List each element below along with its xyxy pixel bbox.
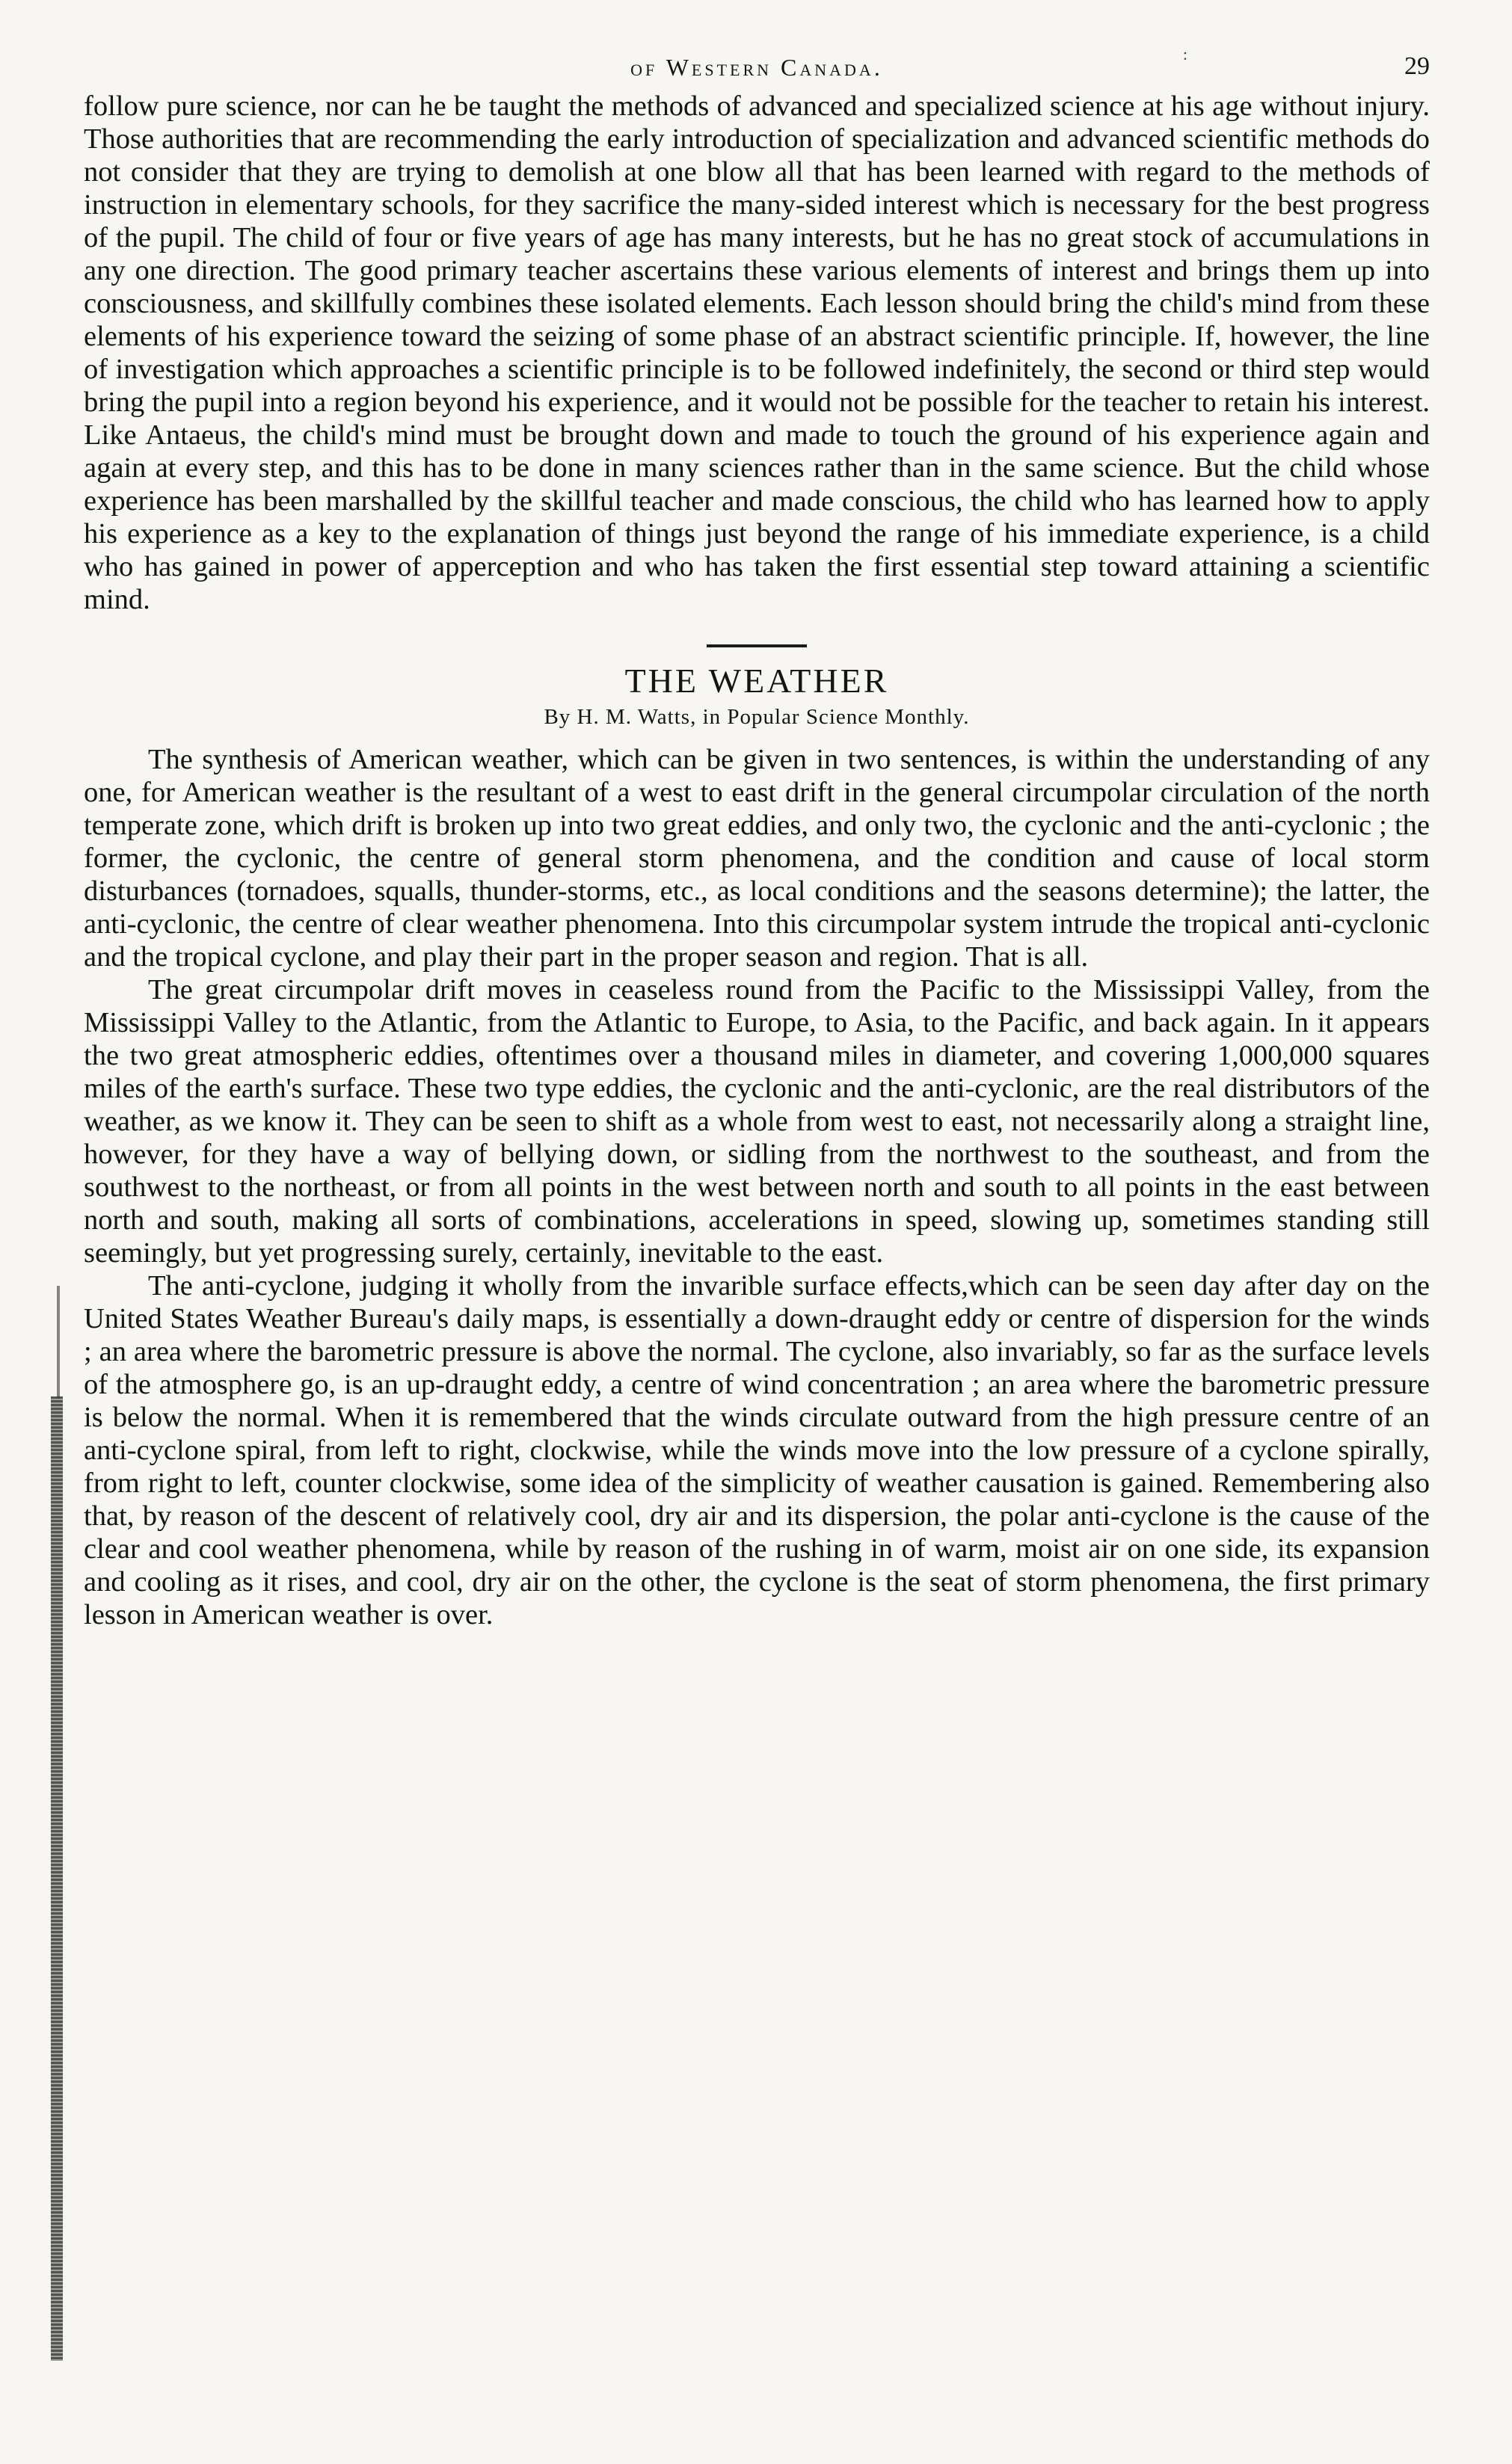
- margin-mark: :: [1182, 45, 1190, 64]
- article-paragraph: The synthesis of American weather, which can be given in two sentences, is within the understanding of any one, for American weather is the resultant of a west to east drift in the general circumpolar circulation of the north temperate zone, which drift is broken up into two great eddies, and only two, the cyclonic and the anti-cyclonic ; the former, the cyclonic, the centre of general storm phenomena, and the condition and cause of local storm disturbances (tornadoes, squalls, thunder-storms, etc., as local conditions and the seasons determine); the latter, the anti-cyclonic, the centre of clear weather phenomena. Into this circumpolar system intrude the tropical anti-cyclonic and the tropical cyclone, and play their part in the proper season and region. That is all.: [84, 744, 1430, 973]
- binding-shadow-top: [57, 1286, 60, 1398]
- article-title: THE WEATHER: [624, 662, 889, 700]
- article-paragraph: The great circumpolar drift moves in ceaseless round from the Pacific to the Mississippi Valley, from the Mississippi Valley to the Atlantic, from the Atlantic to Europe, to Asia, to the Pacific, and back again. In it appears the two great atmospheric eddies, oftentimes over a thousand miles in diameter, and covering 1,000,000 squares miles of the earth's surface. These two type eddies, the cyclonic and the anti-cyclonic, are the real distributors of the weather, as we know it. They can be seen to shift as a whole from west to east, not necessarily along a straight line, however, for they have a way of bellying down, or sidling from the northwest to the southeast, and from the southwest to the northeast, or from all points in the west between north and south to all points in the east between north and south, making all sorts of combinations, accelerations in speed, slowing up, sometimes standing still seemingly, but yet progressing surely, certainly, inevitable to the east.: [84, 974, 1430, 1269]
- section-rule: [707, 644, 807, 647]
- page: [84, 45, 1430, 1631]
- running-title: of Western Canada.: [630, 54, 883, 81]
- intro-paragraph: follow pure science, nor can he be taught the methods of advanced and specialized science at his age without injury. Those authorities that are recommending the early introduction of specialization and advanced scientific methods do not consider that they are trying to demolish at one blow all that has been learned with regard to the methods of instruction in elementary schools, for they sacrifice the many-sided interest which is necessary for the best progress of the pupil. The child of four or five years of age has many interests, but he has no great stock of accumulations in any one direction. The good primary teacher ascertains these various elements of interest and brings them up into consciousness, and skillfully combines these isolated elements. Each lesson should bring the child's mind from these elements of his experience toward the seizing of some phase of an abstract scientific principle. If, however, the line of investigation which approaches a scientific principle is to be followed indefinitely, the second or third step would bring the pupil into a region beyond his experience, and it would not be possible for the teacher to retain his interest. Like Antaeus, the child's mind must be brought down and made to touch the ground of his experience again and again at every step, and this has to be done in many sciences rather than in the same science. But the child whose experience has been marshalled by the skillful teacher and made conscious, the child who has learned how to apply his experience as a key to the explanation of things just beyond the range of his immediate experience, is a child who has gained in power of apperception and who has taken the first essential step toward attaining a scientific mind.: [84, 90, 1430, 615]
- article-byline: By H. M. Watts, in Popular Science Monthly.: [544, 705, 970, 729]
- page-number: 29: [1404, 52, 1430, 80]
- running-head: [84, 45, 1430, 90]
- binding-gutter: [51, 1396, 63, 2361]
- article-paragraph: The anti-cyclone, judging it wholly from the invarible surface effects,which can be seen day after day on the United States Weather Bureau's daily maps, is essentially a down-draught eddy or centre of dispersion for the winds ; an area where the barometric pressure is above the normal. The cyclone, also invariably, so far as the surface levels of the atmosphere go, is an up-draught eddy, a centre of wind concentration ; an area where the barometric pressure is below the normal. When it is remembered that the winds circulate outward from the high pressure centre of an anti-cyclone spiral, from left to right, clockwise, while the winds move into the low pressure of a cyclone spirally, from right to left, counter clockwise, some idea of the simplicity of weather causation is gained. Remembering also that, by reason of the descent of relatively cool, dry air and its dispersion, the polar anti-cyclone is the cause of the clear and cool weather phenomena, while by reason of the rushing in of warm, moist air on one side, its expansion and cooling as it rises, and cool, dry air on the other, the cyclone is the seat of storm phenomena, the first primary lesson in American weather is over.: [84, 1270, 1430, 1630]
